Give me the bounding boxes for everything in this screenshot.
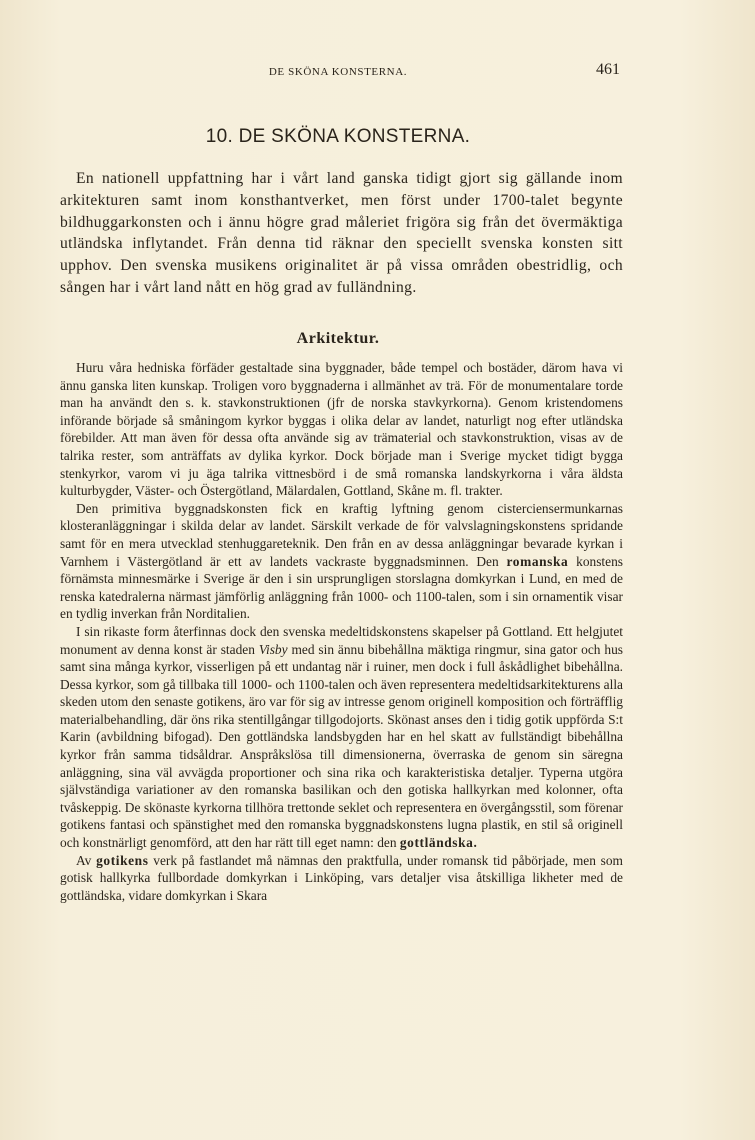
paragraph-2-text-a: Den primitiva byggnadskonsten fick en kraftig lyftning genom cisterciensermunkarnas klosteranläggningar i skilda delar av landet. Särskilt verkade de för valvslagningskonstens spridande samt för en mera utvecklad stenhuggareteknik. Den från en av dessa anläggningar bevarade kyrkan i Varnhem i Västergötland är ett av landets vackraste byggnadsminnen. Den: [60, 500, 623, 569]
paragraph-2-text-b: konstens förnämsta minnesmärke i Sverige är den i sin ursprungligen storslagna domkyrkan i Lund, en med de renska katedralerna närmast jämförlig anläggning från 1000- och 1100-talen, som i sin ornamentik visar en tydlig inverkan från Norditalien.: [60, 553, 623, 622]
emphasis-romanska: romanska: [506, 553, 569, 569]
paragraph-4-text-a: Av: [76, 852, 92, 868]
paragraph-3: [60, 623, 623, 852]
intro-paragraph: En nationell uppfattning har i vårt land ganska tidigt gjort sig gällande inom arkitekturen samt inom konsthantverket, men först under 1700-talet begynte bildhuggarkonsten och i ännu högre grad måleriet frigöra sig från det övermäktiga utländska inflytandet. Från denna tid räknar den speciellt svenska konsten sitt upphov. Den svenska musikens originalitet är på vissa områden obestridlig, och sången har i vårt land nått en hög grad av fulländning.: [60, 170, 623, 296]
paragraph-4-text-b: verk på fastlandet må nämnas den praktfulla, under romansk tid påbörjade, men som gotisk hallkyrka fullbordade domkyrkan i Linköping, vars detaljer visa åtskilliga likheter med de gottländska, vidare domkyrkan i Skara: [60, 852, 623, 903]
emphasis-gottlandska: gottländska.: [399, 835, 478, 851]
section-body: [60, 359, 623, 904]
paragraph-3-text-b: med sin ännu bibehållna mäktiga ringmur, sina gator och hus samt sina många kyrkor, visserligen på ett undantag när i ruiner, men dock i full åskådlighet bibehållna. Dessa kyrkor, som gå tillbaka till 1000- och 1100-talen och även representera medeltidsarkitekturens alla skeden utom den senaste gotikens, äro var för sig av intresse genom originell komposition och förträfflig materialbehandling, där öns rika stentillgångar tillgodojorts. Skönast anses den i tidig gotik uppförda S:t Karin (avbildning bifogad). Den gottländska landsbygden har en hel skatt av fullständigt bibehållna kyrkor från samma tidsåldrar. Anspråkslösa till dimensionerna, överraska de genom sin säregna anläggning, sina väl avvägda proportioner och sina rika och karakteristiska detaljer. Typerna utgöra självständiga variationer av den romanska basilikan och den gotiska hallkyrkan med kolonner, ofta tvåskeppig. De skönaste kyrkorna tillhöra trettonde seklet och representera en övergångsstil, som förenar gotikens fantasi och spänstighet med den romanska byggnadskonstens lugna plastik, en stil så originell och konstnärligt genomförd, att den har rätt till eget namn: den: [60, 641, 623, 851]
paragraph-2: [60, 500, 623, 623]
section-heading: Arkitektur.: [296, 330, 380, 347]
emphasis-visby: Visby: [258, 641, 288, 657]
running-header: [0, 63, 755, 79]
emphasis-gotikens: gotikens: [96, 852, 149, 868]
paragraph-1: Huru våra hedniska förfäder gestaltade sina byggnader, både tempel och bostäder, därom hava vi ännu ganska liten kunskap. Troligen voro byggnaderna i allmänhet av trä. För de monumentalare torde man ha användt den s. k. stavkonstruktionen (jfr de norska stavkyrkorna). Genom kristendomens införande började så småningom kyrkor byggas i olika delar av landet, naturligt nog efter utländska förebilder. Att man även för dessa ofta använde sig av trämaterial och stavkonstruktion, visas av de talrika rester, som anträffats av dylika kyrkor. Dock började man i Sverige mycket tidigt bygga stenkyrkor, varom vi ju äga talrika vittnesbörd i de små romanska landskyrkorna i våra äldsta kulturbygder, Väster- och Östergötland, Mälardalen, Gottland, Skåne m. fl. trakter.: [60, 360, 623, 499]
chapter-title: 10. DE SKÖNA KONSTERNA.: [205, 126, 471, 147]
page-number: 461: [596, 61, 620, 78]
paragraph-4: [60, 852, 623, 905]
running-title: DE SKÖNA KONSTERNA.: [268, 66, 408, 78]
paragraph-3-text-a: I sin rikaste form återfinnas dock den svenska medeltidskonstens skapelser på Gottland. Ett helgjutet monument av denna konst är staden: [60, 623, 623, 657]
